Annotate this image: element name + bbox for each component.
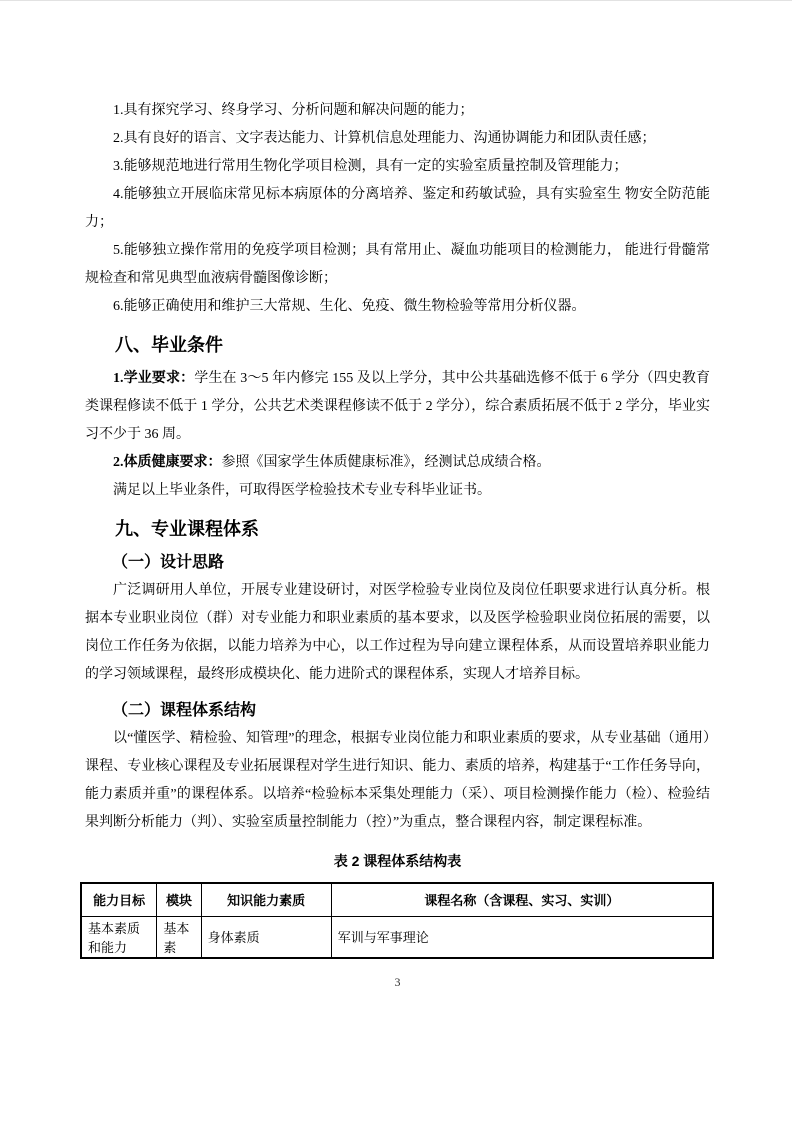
page-content	[0, 1, 792, 992]
ability-item-6: 6.能够正确使用和维护三大常规、生化、免疫、微生物检验等常用分析仪器。	[113, 299, 586, 314]
column-header-course-name: 课程名称（含课程、实习、实训）	[331, 883, 713, 916]
table-header-row	[81, 883, 713, 916]
subsection-heading-curriculum-structure: （二）课程体系结构	[112, 702, 257, 719]
column-header-ability-goal: 能力目标	[81, 883, 157, 916]
cell-module: 基本素	[157, 916, 201, 958]
paragraph-fitness-requirement	[85, 449, 710, 477]
table-caption: 表 2 课程体系结构表	[333, 853, 462, 869]
subsection-heading-design-approach: （一）设计思路	[112, 554, 225, 571]
ability-item-1: 1.具有探究学习、终身学习、分析问题和解决问题的能力；	[113, 103, 474, 118]
column-header-knowledge-ability-quality: 知识能力素质	[201, 883, 331, 916]
fitness-requirement-label: 2.体质健康要求：	[113, 455, 222, 470]
paragraph-design-approach: 广泛调研用人单位，开展专业建设研讨，对医学检验专业岗位及岗位任职要求进行认真分析。根据本专业职业岗位（群）对专业能力和职业素质的基本要求，以及医学检验职业岗位拓展的需要，以岗位工作任务为依据，以能力培养为中心，以工作过程为导向建立课程体系，从而设置培养职业能力的学习领域课程，最终形成模块化、能力进阶式的课程体系，实现人才培养目标。	[85, 583, 710, 682]
paragraph-graduation-note: 满足以上毕业条件，可取得医学检验技术专业专科毕业证书。	[113, 483, 491, 498]
ability-item-2: 2.具有良好的语言、文字表达能力、计算机信息处理能力、沟通协调能力和团队责任感；	[113, 131, 656, 146]
academic-requirement-text: 学生在 3～5 年内修完 155 及以上学分，其中公共基础选修不低于 6 学分（四史教育类课程修读不低于 1 学分，公共艺术类课程修读不低于 2 学分），综合素质拓展不低于 2 学分，毕业实习不少于 36 周。	[85, 371, 710, 442]
cell-ability-goal: 基本素质和能力	[81, 916, 157, 958]
table-row	[81, 916, 713, 958]
academic-requirement-label: 1.学业要求：	[113, 371, 195, 386]
section-heading-curriculum-system: 九、专业课程体系	[115, 519, 259, 539]
paragraph-curriculum-structure: 以“懂医学、精检验、知管理”的理念，根据专业岗位能力和职业素质的要求，从专业基础（通用）课程、专业核心课程及专业拓展课程对学生进行知识、能力、素质的培养，构建基于“工作任务导向，能力素质并重”的课程体系。以培养“检验标本采集处理能力（采）、项目检测操作能力（检）、检验结果判断分析能力（判）、实验室质量控制能力（控）”为重点，整合课程内容，制定课程标准。	[85, 731, 710, 830]
ability-item-5: 5.能够独立操作常用的免疫学项目检测；具有常用止、凝血功能项目的检测能力， 能进行骨髓常规检查和常见典型血液病骨髓图像诊断；	[85, 243, 710, 286]
fitness-requirement-text: 参照《国家学生体质健康标准》，经测试总成绩合格。	[221, 455, 551, 470]
cell-course-name: 军训与军事理论	[331, 916, 713, 958]
paragraph-academic-requirement	[85, 365, 710, 449]
section-heading-graduation-conditions: 八、毕业条件	[115, 335, 223, 355]
column-header-module: 模块	[157, 883, 201, 916]
curriculum-structure-table	[80, 882, 714, 959]
ability-item-4: 4.能够独立开展临床常见标本病原体的分离培养、鉴定和药敏试验，具有实验室生 物安全防范能力；	[85, 187, 710, 230]
ability-item-3: 3.能够规范地进行常用生物化学项目检测，具有一定的实验室质量控制及管理能力；	[113, 159, 628, 174]
page-number: 3	[394, 974, 401, 989]
cell-knowledge-quality: 身体素质	[201, 916, 331, 958]
